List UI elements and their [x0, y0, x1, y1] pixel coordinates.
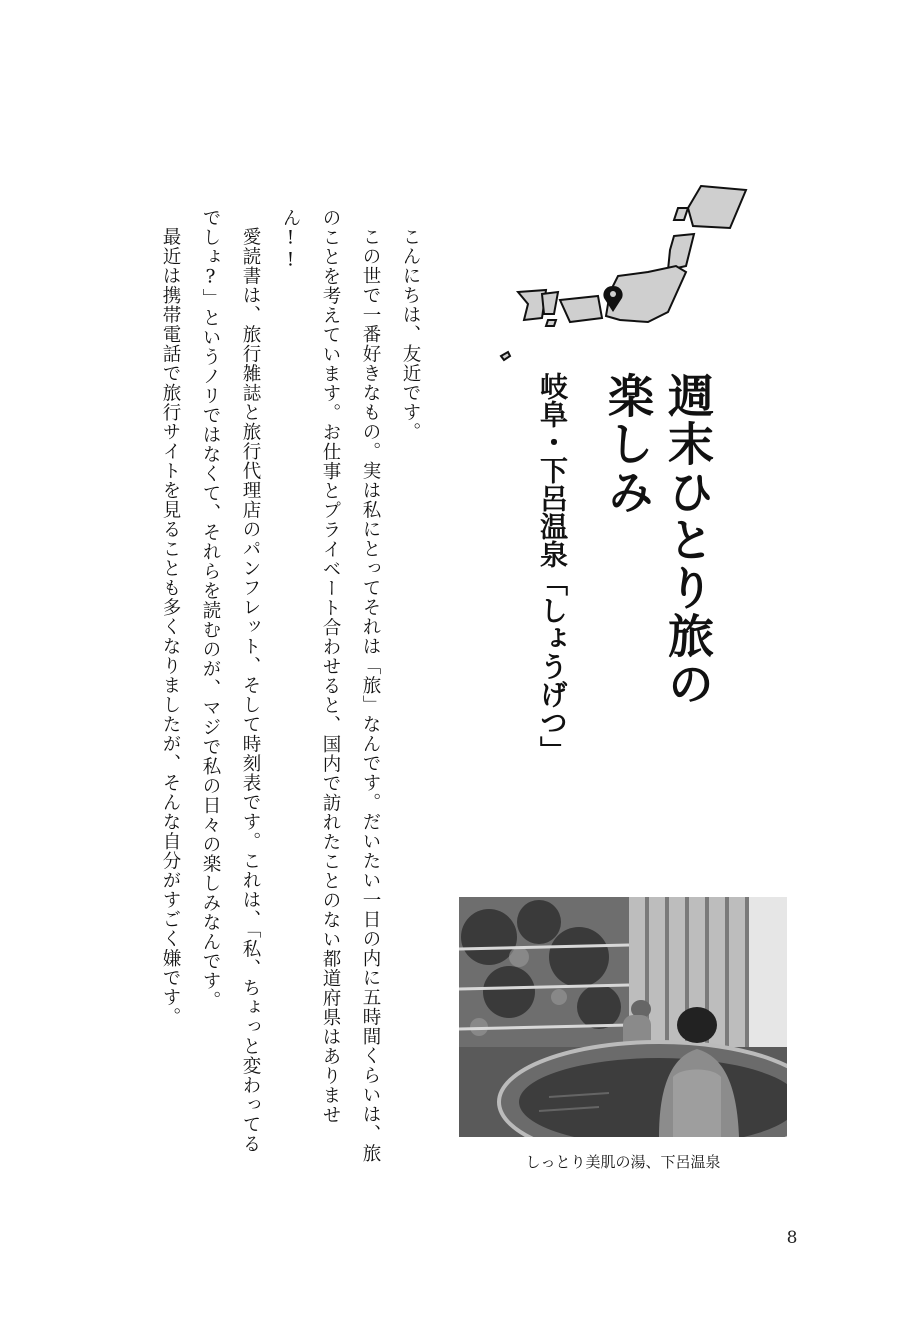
- page-subtitle: 岐阜・下呂温泉「しょうげつ」: [536, 372, 569, 764]
- page-title: [598, 372, 718, 752]
- hot-spring-photo: [459, 897, 787, 1137]
- paragraph: 愛読書は、旅行雑誌と旅行代理店のパンフレット、そして時刻表です。これは、「私、ちょっと変わってるでしょ?」というノリではなくて、それらを読むのが、マジで私の日々の楽しみなんです。: [200, 208, 261, 1154]
- paragraph: 最近は携帯電話で旅行サイトを見ることも多くなりましたが、そんな自分がすごく嫌です。: [160, 226, 181, 1026]
- body-text: [118, 208, 430, 1168]
- page-number: 8: [786, 1228, 798, 1248]
- title-line-1: 週末ひとり旅の: [661, 372, 715, 708]
- paragraph: この世で一番好きなもの。実は私にとってそれは「旅」なんです。だいたい一日の内に五時間くらいは、旅のことを考えています。お仕事とプライベート合わせると、国内で訪れたことのない都道府県はありません!!: [280, 208, 381, 1163]
- photo-caption: しっとり美肌の湯、下呂温泉: [525, 1153, 721, 1171]
- title-line-2: 楽しみ: [601, 372, 655, 516]
- japan-map-icon: [498, 180, 748, 365]
- paragraph: こんにちは、友近です。: [400, 226, 421, 441]
